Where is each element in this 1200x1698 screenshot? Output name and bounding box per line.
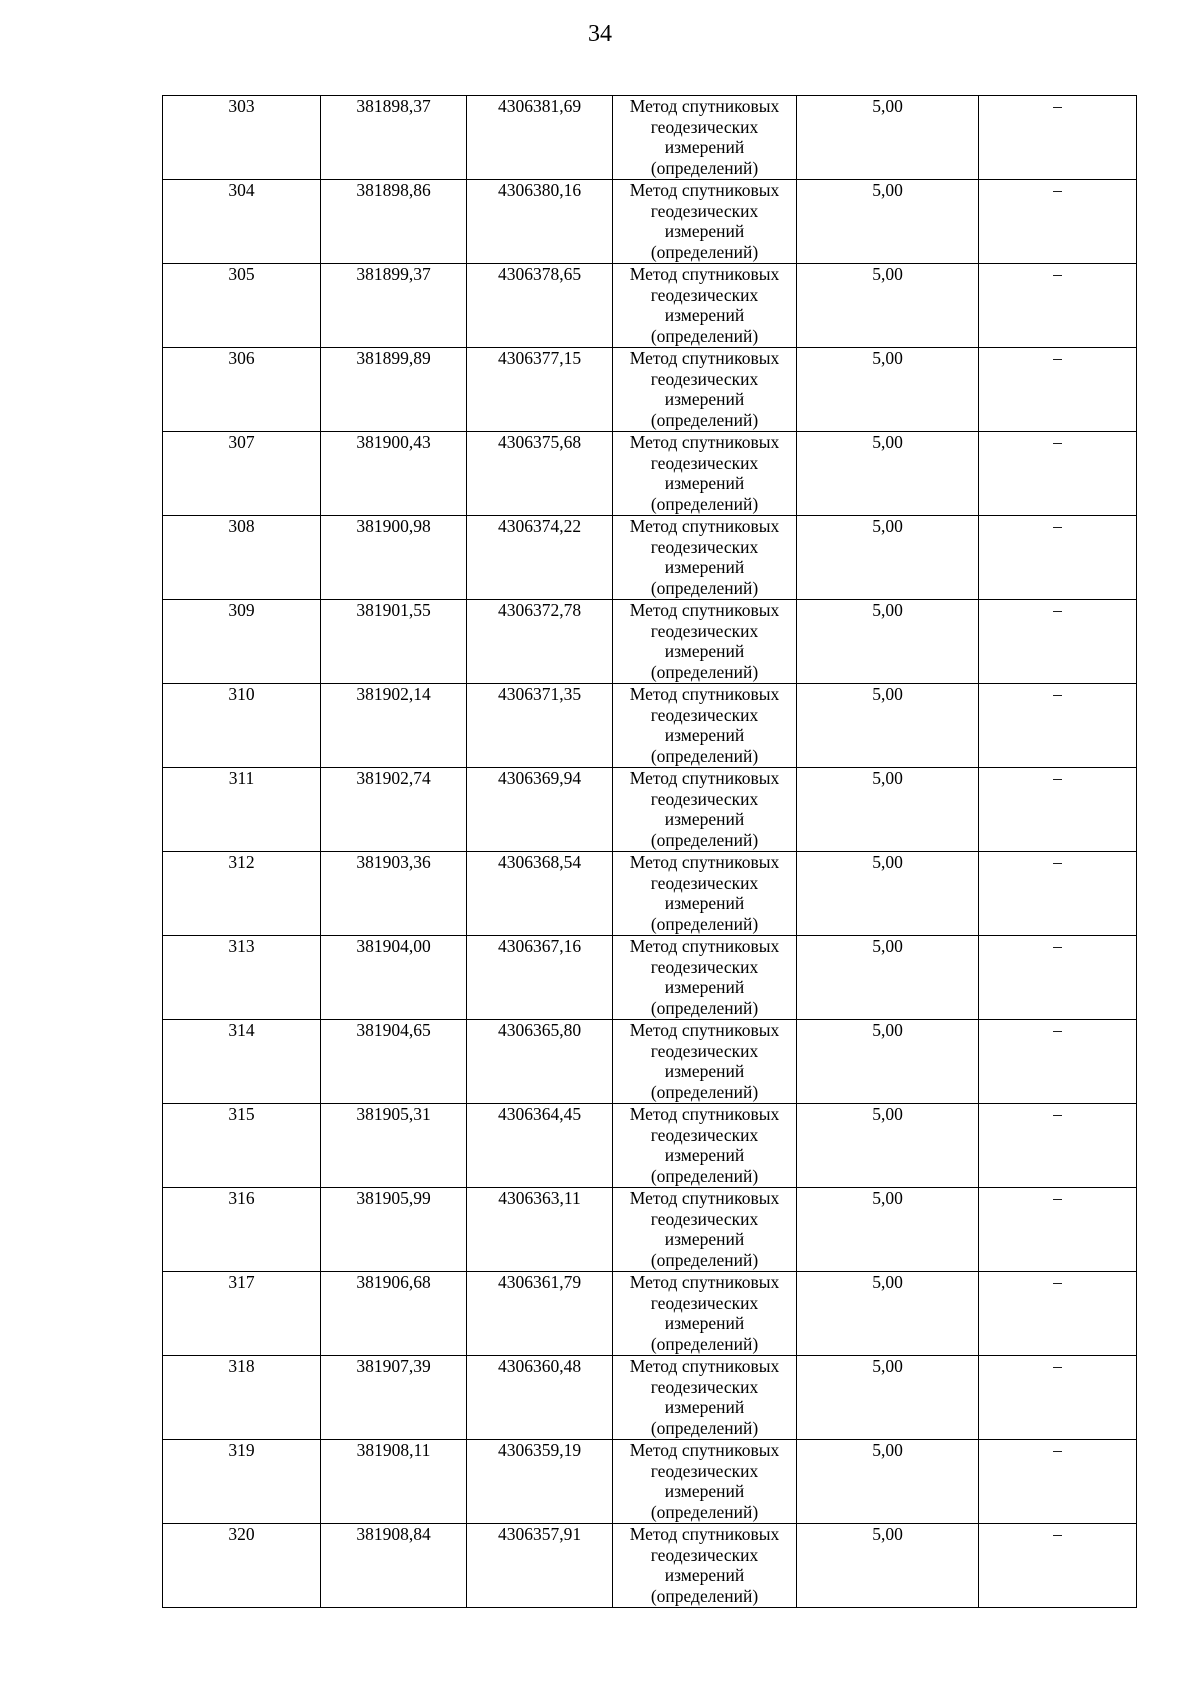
y-coordinate-cell: 4306369,94 xyxy=(467,768,613,852)
y-coordinate-cell: 4306371,35 xyxy=(467,684,613,768)
x-coordinate-cell: 381905,31 xyxy=(321,1104,467,1188)
table-row xyxy=(163,1272,1137,1356)
note-cell: – xyxy=(979,600,1137,684)
method-cell: Метод спутниковых геодезических измерений (определений) xyxy=(613,600,797,684)
method-cell: Метод спутниковых геодезических измерений (определений) xyxy=(613,264,797,348)
x-coordinate-cell: 381905,99 xyxy=(321,1188,467,1272)
method-cell: Метод спутниковых геодезических измерений (определений) xyxy=(613,348,797,432)
x-coordinate-cell: 381899,37 xyxy=(321,264,467,348)
accuracy-cell: 5,00 xyxy=(797,1104,979,1188)
method-cell: Метод спутниковых геодезических измерений (определений) xyxy=(613,1524,797,1608)
method-cell: Метод спутниковых геодезических измерений (определений) xyxy=(613,1272,797,1356)
note-cell: – xyxy=(979,1272,1137,1356)
note-cell: – xyxy=(979,936,1137,1020)
accuracy-cell: 5,00 xyxy=(797,264,979,348)
table-row xyxy=(163,1188,1137,1272)
table-row xyxy=(163,1440,1137,1524)
accuracy-cell: 5,00 xyxy=(797,1188,979,1272)
note-cell: – xyxy=(979,264,1137,348)
accuracy-cell: 5,00 xyxy=(797,1356,979,1440)
table-row xyxy=(163,684,1137,768)
point-number-cell: 319 xyxy=(163,1440,321,1524)
y-coordinate-cell: 4306378,65 xyxy=(467,264,613,348)
note-cell: – xyxy=(979,96,1137,180)
table-row xyxy=(163,852,1137,936)
accuracy-cell: 5,00 xyxy=(797,180,979,264)
point-number-cell: 318 xyxy=(163,1356,321,1440)
method-cell: Метод спутниковых геодезических измерений (определений) xyxy=(613,768,797,852)
table-row xyxy=(163,96,1137,180)
method-cell: Метод спутниковых геодезических измерений (определений) xyxy=(613,1356,797,1440)
point-number-cell: 309 xyxy=(163,600,321,684)
coordinates-table-body xyxy=(163,96,1137,1608)
table-row xyxy=(163,768,1137,852)
point-number-cell: 314 xyxy=(163,1020,321,1104)
table-row xyxy=(163,1356,1137,1440)
y-coordinate-cell: 4306360,48 xyxy=(467,1356,613,1440)
x-coordinate-cell: 381908,11 xyxy=(321,1440,467,1524)
point-number-cell: 320 xyxy=(163,1524,321,1608)
x-coordinate-cell: 381898,86 xyxy=(321,180,467,264)
method-cell: Метод спутниковых геодезических измерений (определений) xyxy=(613,1020,797,1104)
x-coordinate-cell: 381903,36 xyxy=(321,852,467,936)
table-row xyxy=(163,348,1137,432)
method-cell: Метод спутниковых геодезических измерений (определений) xyxy=(613,432,797,516)
point-number-cell: 317 xyxy=(163,1272,321,1356)
method-cell: Метод спутниковых геодезических измерений (определений) xyxy=(613,936,797,1020)
y-coordinate-cell: 4306364,45 xyxy=(467,1104,613,1188)
table-row xyxy=(163,1524,1137,1608)
point-number-cell: 312 xyxy=(163,852,321,936)
table-row xyxy=(163,600,1137,684)
x-coordinate-cell: 381898,37 xyxy=(321,96,467,180)
note-cell: – xyxy=(979,852,1137,936)
method-cell: Метод спутниковых геодезических измерений (определений) xyxy=(613,1104,797,1188)
method-cell: Метод спутниковых геодезических измерений (определений) xyxy=(613,1440,797,1524)
accuracy-cell: 5,00 xyxy=(797,768,979,852)
y-coordinate-cell: 4306359,19 xyxy=(467,1440,613,1524)
note-cell: – xyxy=(979,432,1137,516)
note-cell: – xyxy=(979,1104,1137,1188)
y-coordinate-cell: 4306367,16 xyxy=(467,936,613,1020)
accuracy-cell: 5,00 xyxy=(797,348,979,432)
y-coordinate-cell: 4306380,16 xyxy=(467,180,613,264)
accuracy-cell: 5,00 xyxy=(797,1272,979,1356)
x-coordinate-cell: 381907,39 xyxy=(321,1356,467,1440)
note-cell: – xyxy=(979,684,1137,768)
y-coordinate-cell: 4306372,78 xyxy=(467,600,613,684)
method-cell: Метод спутниковых геодезических измерений (определений) xyxy=(613,180,797,264)
table-row xyxy=(163,516,1137,600)
y-coordinate-cell: 4306368,54 xyxy=(467,852,613,936)
note-cell: – xyxy=(979,1440,1137,1524)
note-cell: – xyxy=(979,768,1137,852)
note-cell: – xyxy=(979,1524,1137,1608)
point-number-cell: 316 xyxy=(163,1188,321,1272)
note-cell: – xyxy=(979,1356,1137,1440)
accuracy-cell: 5,00 xyxy=(797,516,979,600)
x-coordinate-cell: 381899,89 xyxy=(321,348,467,432)
accuracy-cell: 5,00 xyxy=(797,1440,979,1524)
accuracy-cell: 5,00 xyxy=(797,936,979,1020)
note-cell: – xyxy=(979,1020,1137,1104)
point-number-cell: 315 xyxy=(163,1104,321,1188)
table-row xyxy=(163,432,1137,516)
x-coordinate-cell: 381906,68 xyxy=(321,1272,467,1356)
point-number-cell: 303 xyxy=(163,96,321,180)
point-number-cell: 308 xyxy=(163,516,321,600)
note-cell: – xyxy=(979,1188,1137,1272)
x-coordinate-cell: 381902,14 xyxy=(321,684,467,768)
y-coordinate-cell: 4306361,79 xyxy=(467,1272,613,1356)
point-number-cell: 310 xyxy=(163,684,321,768)
method-cell: Метод спутниковых геодезических измерений (определений) xyxy=(613,684,797,768)
table-row xyxy=(163,1020,1137,1104)
point-number-cell: 305 xyxy=(163,264,321,348)
page-number: 34 xyxy=(588,21,612,47)
y-coordinate-cell: 4306363,11 xyxy=(467,1188,613,1272)
method-cell: Метод спутниковых геодезических измерений (определений) xyxy=(613,516,797,600)
accuracy-cell: 5,00 xyxy=(797,600,979,684)
method-cell: Метод спутниковых геодезических измерений (определений) xyxy=(613,852,797,936)
point-number-cell: 307 xyxy=(163,432,321,516)
y-coordinate-cell: 4306357,91 xyxy=(467,1524,613,1608)
y-coordinate-cell: 4306374,22 xyxy=(467,516,613,600)
x-coordinate-cell: 381904,65 xyxy=(321,1020,467,1104)
table-row xyxy=(163,936,1137,1020)
x-coordinate-cell: 381908,84 xyxy=(321,1524,467,1608)
point-number-cell: 313 xyxy=(163,936,321,1020)
accuracy-cell: 5,00 xyxy=(797,852,979,936)
table-row xyxy=(163,180,1137,264)
point-number-cell: 304 xyxy=(163,180,321,264)
x-coordinate-cell: 381900,98 xyxy=(321,516,467,600)
y-coordinate-cell: 4306375,68 xyxy=(467,432,613,516)
accuracy-cell: 5,00 xyxy=(797,432,979,516)
note-cell: – xyxy=(979,348,1137,432)
x-coordinate-cell: 381900,43 xyxy=(321,432,467,516)
point-number-cell: 306 xyxy=(163,348,321,432)
method-cell: Метод спутниковых геодезических измерений (определений) xyxy=(613,1188,797,1272)
x-coordinate-cell: 381901,55 xyxy=(321,600,467,684)
method-cell: Метод спутниковых геодезических измерений (определений) xyxy=(613,96,797,180)
point-number-cell: 311 xyxy=(163,768,321,852)
y-coordinate-cell: 4306377,15 xyxy=(467,348,613,432)
x-coordinate-cell: 381904,00 xyxy=(321,936,467,1020)
note-cell: – xyxy=(979,180,1137,264)
note-cell: – xyxy=(979,516,1137,600)
accuracy-cell: 5,00 xyxy=(797,1524,979,1608)
table-row xyxy=(163,264,1137,348)
coordinates-table xyxy=(162,95,1137,1608)
accuracy-cell: 5,00 xyxy=(797,96,979,180)
x-coordinate-cell: 381902,74 xyxy=(321,768,467,852)
y-coordinate-cell: 4306365,80 xyxy=(467,1020,613,1104)
table-row xyxy=(163,1104,1137,1188)
accuracy-cell: 5,00 xyxy=(797,684,979,768)
accuracy-cell: 5,00 xyxy=(797,1020,979,1104)
y-coordinate-cell: 4306381,69 xyxy=(467,96,613,180)
